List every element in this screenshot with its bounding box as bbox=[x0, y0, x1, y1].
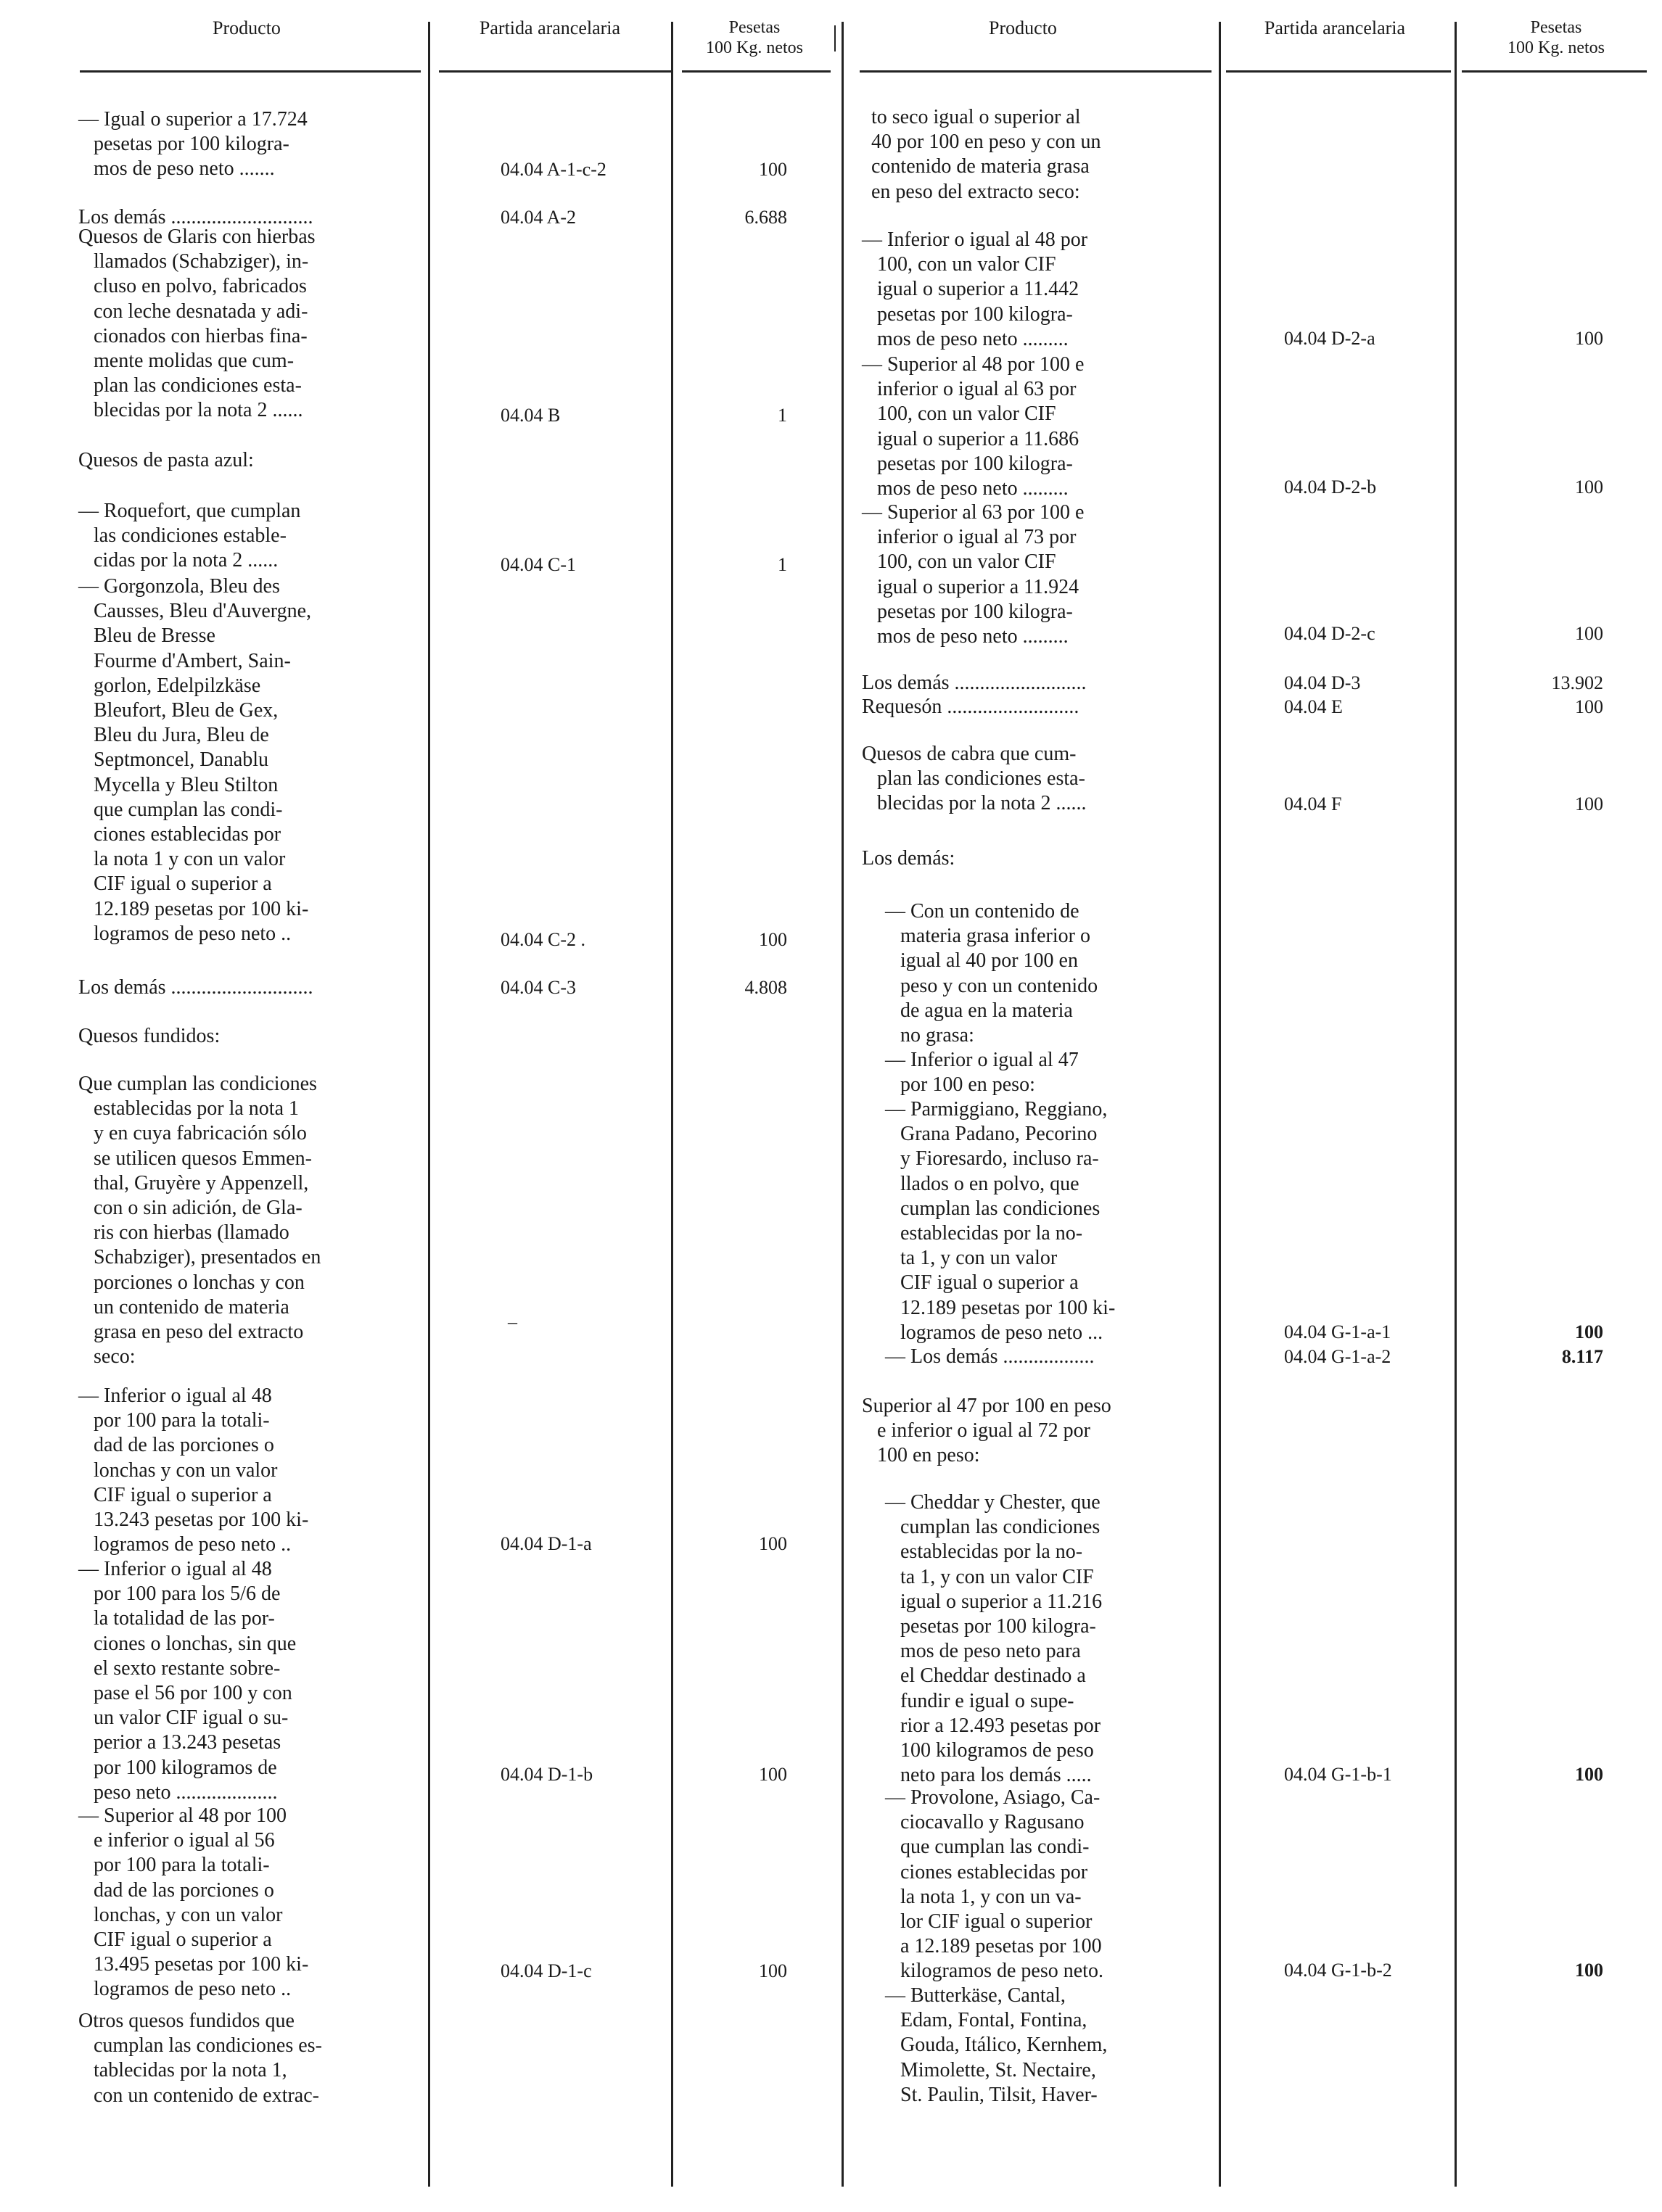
header-pesetas-line2: 100 Kg. netos bbox=[1507, 38, 1605, 57]
header-rule bbox=[682, 70, 831, 73]
entry-text: Los demás ............................ bbox=[78, 976, 313, 999]
entry-text: to seco igual o superior al 40 por 100 en peso y con un contenido de materia grasa en peso del extracto seco: bbox=[871, 106, 1101, 203]
entry-code: 04.04 D-1-c bbox=[501, 1960, 592, 1981]
entry-text: Quesos de pasta azul: bbox=[78, 449, 254, 471]
entry-code: 04.04 D-1-a bbox=[501, 1533, 592, 1554]
header-rule bbox=[80, 70, 421, 73]
entry-text: — Igual o superior a 17.724 pesetas por 100 kilogra- mos de peso neto ....... bbox=[78, 108, 308, 181]
entry-text: — Inferior o igual al 47 por 100 en peso: bbox=[885, 1049, 1079, 1097]
header-rule bbox=[1226, 70, 1451, 73]
entry-code: 04.04 C-1 bbox=[501, 554, 576, 575]
entry-code: 04.04 G-1-b-2 bbox=[1284, 1960, 1392, 1981]
entry-value: 1 bbox=[778, 554, 787, 575]
entry-value: 100 bbox=[1575, 696, 1603, 717]
entry-code: 04.04 D-3 bbox=[1284, 672, 1361, 693]
entry-text: — Roquefort, que cumplan las condiciones estable- cidas por la nota 2 ...... bbox=[78, 500, 301, 572]
entry-code: 04.04 F bbox=[1284, 793, 1342, 814]
header-rule bbox=[1462, 70, 1647, 73]
entry-value: 100 bbox=[1575, 1321, 1603, 1342]
entry-code: 04.04 D-2-c bbox=[1284, 623, 1375, 644]
entry-text: — Superior al 63 por 100 e inferior o igual al 73 por 100, con un valor CIF igual o superior a 11.924 pesetas por 100 kilogra- mos de peso neto ......... bbox=[862, 501, 1085, 648]
entry-value: 13.902 bbox=[1551, 672, 1603, 693]
entry-text: Superior al 47 por 100 en peso e inferior o igual al 72 por 100 en peso: bbox=[862, 1395, 1111, 1467]
entry-code: – bbox=[508, 1311, 517, 1332]
entry-code: 04.04 G-1-b-1 bbox=[1284, 1764, 1392, 1785]
entry-value: 4.808 bbox=[744, 977, 787, 998]
header-rule bbox=[860, 70, 1211, 73]
column-separator bbox=[428, 22, 430, 2187]
entry-value: 100 bbox=[759, 159, 787, 180]
header-pesetas-line1: Pesetas bbox=[1530, 18, 1582, 37]
entry-text: Los demás: bbox=[862, 847, 955, 870]
entry-value: 100 bbox=[759, 1960, 787, 1981]
header-partida-right: Partida arancelaria bbox=[1264, 17, 1406, 38]
column-separator bbox=[671, 22, 673, 2187]
header-pesetas-left bbox=[682, 17, 827, 58]
entry-value: 100 bbox=[1575, 1764, 1603, 1785]
entry-text: — Superior al 48 por 100 e inferior o igual al 56 por 100 para la totali- dad de las porciones o lonchas, y con un valor CIF igual o superior a 13.495 pesetas por 100 ki- logramos de peso neto .. bbox=[78, 1804, 309, 2001]
entry-text: Otros quesos fundidos que cumplan las condiciones es- tablecidas por la nota 1, con un contenido de extrac- bbox=[78, 2010, 322, 2107]
header-partida-left: Partida arancelaria bbox=[479, 17, 621, 38]
entry-code: 04.04 G-1-a-2 bbox=[1284, 1346, 1391, 1367]
entry-text: Que cumplan las condiciones establecidas por la nota 1 y en cuya fabricación sólo se utilicen quesos Emmen- thal, Gruyère y Appenzell, con o sin adición, de Gla- ris con hierbas (llamado Schabziger), presentados en porciones o lonchas y con un contenido de materia grasa en peso del extracto seco: bbox=[78, 1073, 321, 1369]
entry-text: — Los demás .................. bbox=[885, 1345, 1095, 1368]
entry-value: 100 bbox=[759, 929, 787, 950]
entry-value: 100 bbox=[1575, 1960, 1603, 1981]
entry-text: — Cheddar y Chester, que cumplan las condiciones establecidas por la no- ta 1, y con un valor CIF igual o superior a 11.216 pesetas por 100 kilogra- mos de peso neto para el Cheddar destinado a fundir e igual o supe- rior a 12.493 pesetas por 100 kilogramos de peso neto para los demás ..... bbox=[885, 1491, 1103, 1787]
entry-code: 04.04 E bbox=[1284, 696, 1343, 717]
header-pesetas-right bbox=[1465, 17, 1647, 58]
entry-value: 100 bbox=[1575, 476, 1603, 498]
entry-text: — Con un contenido de materia grasa inferior o igual al 40 por 100 en peso y con un contenido de agua en la materia no grasa: bbox=[885, 900, 1098, 1047]
entry-value: 100 bbox=[759, 1533, 787, 1554]
entry-code: 04.04 D-1-b bbox=[501, 1764, 593, 1785]
entry-value: 8.117 bbox=[1561, 1346, 1603, 1367]
entry-code: 04.04 C-3 bbox=[501, 977, 576, 998]
header-producto-left: Producto bbox=[213, 17, 281, 38]
entry-value: 6.688 bbox=[744, 207, 787, 228]
entry-text: — Inferior o igual al 48 por 100 para los 5/6 de la totalidad de las por- ciones o lonchas, sin que el sexto restante sobre- pase el 56 por 100 y con un valor CIF igual o su- perior a 13.243 pesetas por 100 kilogramos de peso neto .................... bbox=[78, 1558, 297, 1804]
entry-text: — Superior al 48 por 100 e inferior o igual al 63 por 100, con un valor CIF igual o superior a 11.686 pesetas por 100 kilogra- mos de peso neto ......... bbox=[862, 353, 1085, 500]
column-separator bbox=[1219, 22, 1221, 2187]
entry-value: 100 bbox=[1575, 328, 1603, 349]
entry-text: Quesos fundidos: bbox=[78, 1025, 221, 1047]
entry-value: 100 bbox=[759, 1764, 787, 1785]
entry-code: 04.04 B bbox=[501, 405, 561, 426]
column-separator bbox=[1455, 22, 1457, 2187]
entry-value: 100 bbox=[1575, 793, 1603, 814]
entry-text: — Inferior o igual al 48 por 100, con un valor CIF igual o superior a 11.442 pesetas por 100 kilogra- mos de peso neto ......... bbox=[862, 228, 1088, 350]
column-separator bbox=[842, 22, 844, 2187]
entry-code: 04.04 D-2-b bbox=[1284, 476, 1377, 498]
header-producto-right: Producto bbox=[989, 17, 1057, 38]
entry-text: — Butterkäse, Cantal, Edam, Fontal, Fontina, Gouda, Itálico, Kernhem, Mimolette, St. Nectaire, St. Paulin, Tilsit, Haver- bbox=[885, 1984, 1108, 2106]
entry-text: — Provolone, Asiago, Ca- ciocavallo y Ragusano que cumplan las condi- ciones establecidas por la nota 1, y con un va- lor CIF igual o superior a 12.189 pesetas por 100 kilogramos de peso neto. bbox=[885, 1786, 1103, 1983]
entry-code: 04.04 A-1-c-2 bbox=[501, 159, 606, 180]
entry-text: — Gorgonzola, Bleu des Causses, Bleu d'Auvergne, Bleu de Bresse Fourme d'Ambert, Sain- gorlon, Edelpilzkäse Bleufort, Bleu de Gex, Bleu du Jura, Bleu de Septmoncel, Danablu Mycella y Bleu Stilton que cumplan las condi- ciones establecidas por la nota 1 y con un valor CIF igual o superior a 12.189 pesetas por 100 ki- logramos de peso neto .. bbox=[78, 575, 312, 945]
entry-value: 1 bbox=[778, 405, 787, 426]
entry-text: Quesos de cabra que cum- plan las condiciones esta- blecidas por la nota 2 ...... bbox=[862, 743, 1087, 815]
entry-text: Los demás .......................... bbox=[862, 672, 1087, 694]
entry-text: Quesos de Glaris con hierbas llamados (Schabziger), in- cluso en polvo, fabricados con leche desnatada y adi- cionados con hierbas fina- mente molidas que cum- plan las condiciones esta- blecidas por la nota 2 ...... bbox=[78, 226, 316, 422]
entry-code: 04.04 A-2 bbox=[501, 207, 576, 228]
header-pesetas-line2: 100 Kg. netos bbox=[706, 38, 803, 57]
column-tick bbox=[834, 25, 836, 51]
entry-text: — Parmiggiano, Reggiano, Grana Padano, Pecorino y Fioresardo, incluso ra- llados o en polvo, que cumplan las condiciones establecidas por la no- ta 1, y con un valor CIF igual o superior a 12.189 pesetas por 100 ki- logramos de peso neto ... bbox=[885, 1098, 1116, 1344]
entry-code: 04.04 C-2 . bbox=[501, 929, 585, 950]
entry-text: Requesón .......................... bbox=[862, 696, 1079, 718]
header-pesetas-line1: Pesetas bbox=[728, 18, 781, 37]
entry-code: 04.04 D-2-a bbox=[1284, 328, 1375, 349]
entry-value: 100 bbox=[1575, 623, 1603, 644]
entry-code: 04.04 G-1-a-1 bbox=[1284, 1321, 1391, 1342]
entry-text: Los demás ............................ bbox=[78, 206, 313, 228]
entry-text: — Inferior o igual al 48 por 100 para la totali- dad de las porciones o lonchas y con un valor CIF igual o superior a 13.243 pesetas por 100 ki- logramos de peso neto .. bbox=[78, 1384, 309, 1556]
header-rule bbox=[439, 70, 671, 73]
